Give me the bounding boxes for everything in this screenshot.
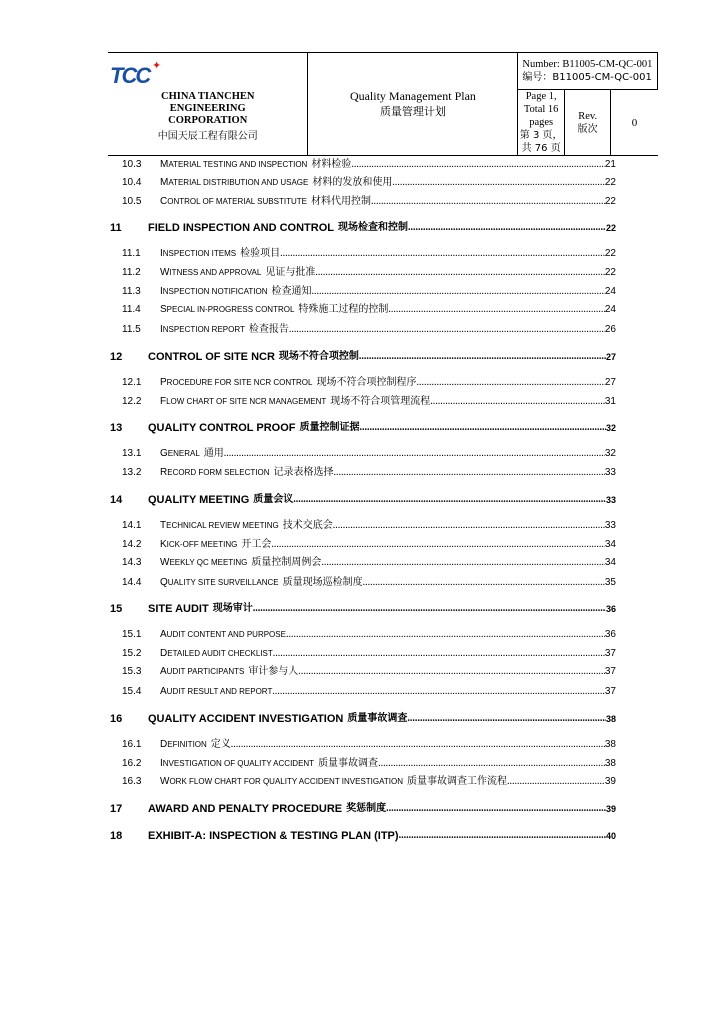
toc-entry[interactable] — [122, 284, 616, 298]
toc-leader-dots — [321, 557, 604, 569]
toc-entry[interactable] — [122, 446, 616, 460]
toc-entry-title-initial: A — [160, 666, 167, 677]
toc-entry[interactable] — [122, 465, 616, 479]
document-title-en: Quality Management Plan — [349, 89, 476, 103]
toc-entry-page: 22 — [605, 223, 616, 233]
toc-entry-title-cn: 开工会 — [241, 539, 272, 550]
toc-entry[interactable] — [110, 801, 616, 815]
toc-entry-title-text: CONTROL OF SITE NCR — [148, 351, 275, 363]
page-info-cn: 第 3 页，共 76 页 — [519, 130, 563, 154]
toc-entry-title-cn: 材料检验 — [311, 159, 352, 170]
toc-entry-number: 12 — [110, 351, 123, 363]
toc-entry-title-initial: C — [160, 196, 168, 207]
toc-leader-dots — [224, 448, 605, 460]
toc-entry-page: 38 — [604, 758, 616, 769]
toc-entry-title — [148, 351, 275, 363]
toc-entry-title — [148, 222, 334, 234]
toc-entry-number: 10.4 — [122, 177, 142, 188]
toc-entry-title-cn: 质量现场巡检制度 — [282, 577, 363, 588]
toc-entry-number: 11.1 — [122, 248, 141, 259]
revision-label — [564, 90, 611, 156]
toc-entry-title-text: EEKLY QC MEETING — [169, 558, 248, 567]
toc-entry-number: 16.1 — [122, 739, 142, 750]
toc-entry[interactable] — [122, 302, 616, 316]
toc-entry-title-initial: A — [160, 629, 167, 640]
toc-entry[interactable] — [122, 394, 616, 408]
toc-leader-dots — [378, 758, 605, 770]
toc-entry-number: 14 — [110, 494, 123, 506]
toc-entry-page: 38 — [604, 739, 616, 750]
toc-entry-title — [160, 286, 268, 298]
toc-entry-title-text: ROCEDURE FOR SITE NCR CONTROL — [166, 378, 313, 387]
toc-entry-page: 39 — [605, 804, 616, 814]
toc-entry[interactable] — [122, 157, 616, 171]
toc-entry-title-initial: S — [160, 304, 167, 315]
toc-entry-number: 11.3 — [122, 286, 141, 297]
toc-entry-number: 15.2 — [122, 648, 142, 659]
toc-entry-title-text: NSPECTION ITEMS — [162, 249, 237, 258]
toc-entry-title — [160, 577, 279, 589]
toc-entry-title-text: ATERIAL TESTING AND INSPECTION — [168, 160, 308, 169]
toc-leader-dots — [298, 666, 605, 678]
company-name-en-1: CHINA TIANCHEN — [161, 90, 255, 102]
logo-text: TCC — [110, 62, 150, 88]
toc-entry-title-text: ICK-OFF MEETING — [166, 540, 238, 549]
toc-entry-title-text: ITNESS AND APPROVAL — [169, 268, 262, 277]
revision-label-cn: 版次 — [577, 123, 598, 135]
toc-leader-dots — [407, 713, 606, 725]
toc-entry-title-initial: Q — [160, 577, 168, 588]
toc-entry-page: 21 — [604, 159, 616, 170]
toc-entry[interactable] — [110, 601, 616, 615]
toc-entry-title-initial: I — [160, 248, 163, 259]
toc-entry-title — [148, 803, 342, 815]
toc-entry-number: 12.2 — [122, 396, 142, 407]
toc-leader-dots — [408, 222, 606, 234]
toc-entry-title-text: QUALITY ACCIDENT INVESTIGATION — [148, 713, 344, 725]
toc-entry-page: 33 — [605, 495, 616, 505]
toc-entry-page: 22 — [604, 248, 616, 259]
revision-label-en: Rev. — [578, 110, 598, 122]
toc-entry[interactable] — [122, 194, 616, 208]
toc-entry-title — [160, 739, 207, 751]
toc-entry-title-cn: 通用 — [203, 448, 224, 459]
logo-star-icon: ✦ — [152, 59, 162, 72]
revision-value: 0 — [611, 90, 658, 156]
company-name-en-2: ENGINEERING — [169, 102, 246, 114]
toc-entry-title-cn: 奖惩制度 — [346, 803, 387, 814]
toc-entry-page: 33 — [604, 520, 616, 531]
toc-entry-page: 37 — [604, 666, 616, 677]
toc-leader-dots — [231, 739, 605, 751]
toc-entry[interactable] — [110, 349, 616, 363]
toc-entry-title — [160, 267, 261, 279]
toc-entry-title-text: UDIT RESULT AND REPORT — [166, 687, 273, 696]
toc-entry-title-cn: 现场不符合项控制程序 — [316, 377, 417, 388]
toc-entry-title-text: ORK FLOW CHART FOR QUALITY ACCIDENT INVESTIGATION — [169, 777, 403, 786]
toc-entry-title-text: EXHIBIT-A: INSPECTION & TESTING PLAN (ITP) — [148, 830, 399, 842]
toc-entry-page: 37 — [604, 686, 616, 697]
toc-entry-title-text: FIELD INSPECTION AND CONTROL — [148, 222, 334, 234]
toc-entry-title-text: NVESTIGATION OF QUALITY ACCIDENT — [162, 759, 315, 768]
toc-entry-title — [160, 557, 247, 569]
toc-entry[interactable] — [122, 756, 616, 770]
toc-entry-title — [160, 467, 269, 479]
toc-entry-title-cn: 检验项目 — [240, 248, 281, 259]
toc-entry-title-text: QUALITY MEETING — [148, 494, 250, 506]
toc-leader-dots — [333, 520, 605, 532]
toc-entry-number: 14.2 — [122, 539, 142, 550]
toc-entry-title-cn: 技术交底会 — [282, 520, 333, 531]
toc-entry-number: 14.1 — [122, 520, 142, 531]
toc-entry-title-cn: 质量控制证据 — [299, 422, 360, 433]
toc-entry-title-text: ECORD FORM SELECTION — [167, 468, 270, 477]
toc-leader-dots — [388, 304, 604, 316]
toc-entry-title-initial: I — [160, 286, 163, 297]
toc-entry-title-initial: W — [160, 267, 170, 278]
toc-entry-title — [160, 196, 307, 208]
toc-entry[interactable] — [122, 555, 616, 569]
toc-entry-title — [160, 396, 326, 408]
toc-entry-title-cn: 质量控制周例会 — [251, 557, 322, 568]
toc-entry-page: 32 — [605, 423, 616, 433]
toc-entry-page: 34 — [604, 557, 616, 568]
toc-entry-title — [160, 377, 312, 389]
toc-entry[interactable] — [122, 375, 616, 389]
document-title-cn: 质量管理计划 — [379, 105, 446, 118]
toc-entry-title-cn: 审计参与人 — [248, 666, 299, 677]
toc-entry[interactable] — [122, 575, 616, 589]
toc-entry[interactable] — [110, 711, 616, 725]
toc-entry[interactable] — [122, 518, 616, 532]
toc-entry-title-cn: 定义 — [210, 739, 231, 750]
toc-entry-title — [160, 177, 308, 189]
document-number-cn: 编号：B11005-CM-QC-001 — [522, 72, 652, 83]
company-block — [108, 53, 308, 156]
toc-entry-title-initial: R — [160, 467, 168, 478]
toc-entry-title-cn: 质量事故调查 — [318, 758, 379, 769]
toc-entry-number: 11.5 — [122, 324, 141, 335]
toc-entry-title-cn: 记录表格选择 — [273, 467, 334, 478]
toc-entry[interactable] — [122, 537, 616, 551]
toc-entry-title-text: UALITY SITE SURVEILLANCE — [167, 578, 279, 587]
toc-entry-title-text: EFINITION — [167, 740, 207, 749]
toc-leader-dots — [272, 686, 605, 698]
toc-entry-number: 13.2 — [122, 467, 142, 478]
toc-entry-number: 15 — [110, 603, 123, 615]
toc-entry-title — [160, 758, 314, 770]
toc-entry-title-initial: D — [160, 648, 168, 659]
toc-entry-page: 27 — [605, 352, 616, 362]
toc-entry-title-text: QUALITY CONTROL PROOF — [148, 422, 296, 434]
document-number-en: Number: B11005-CM-QC-001 — [522, 59, 653, 70]
document-title — [308, 53, 518, 156]
toc-entry[interactable] — [110, 420, 616, 434]
toc-entry-title-cn: 质量会议 — [253, 494, 294, 505]
toc-entry-title-text: UDIT PARTICIPANTS — [166, 667, 245, 676]
toc-entry-number: 14.3 — [122, 557, 142, 568]
toc-entry-number: 14.4 — [122, 577, 142, 588]
toc-entry-title — [148, 422, 296, 434]
toc-entry-number: 11 — [110, 222, 122, 234]
toc-entry-page: 24 — [604, 304, 616, 315]
toc-entry-title-initial: K — [160, 539, 167, 550]
toc-entry-page: 22 — [604, 196, 616, 207]
toc-entry-title — [148, 494, 249, 506]
toc-entry-title-initial: W — [160, 776, 170, 787]
toc-entry[interactable] — [122, 265, 616, 279]
toc-entry-title — [160, 776, 403, 788]
toc-entry-page: 24 — [604, 286, 616, 297]
toc-entry-title — [160, 448, 200, 460]
toc-entry-number: 13 — [110, 422, 123, 434]
toc-entry[interactable] — [110, 492, 616, 506]
toc-entry-number: 16.3 — [122, 776, 142, 787]
toc-entry-title-cn: 现场不符合项管理流程 — [330, 396, 431, 407]
toc-entry-title-initial: W — [160, 557, 170, 568]
toc-leader-dots — [430, 396, 605, 408]
toc-entry-title — [160, 324, 245, 336]
toc-entry-number: 11.4 — [122, 304, 141, 315]
toc-entry-title-cn: 质量事故调查 — [347, 713, 408, 724]
toc-entry-title — [160, 666, 244, 678]
toc-entry-title — [148, 830, 399, 842]
toc-entry-title — [160, 629, 286, 641]
toc-entry[interactable] — [122, 322, 616, 336]
toc-entry-title — [160, 648, 273, 660]
toc-entry-title — [160, 159, 307, 171]
toc-entry-page: 27 — [604, 377, 616, 388]
toc-entry-title-initial: I — [160, 324, 163, 335]
toc-entry-page: 35 — [604, 577, 616, 588]
toc-entry-page: 40 — [605, 831, 616, 841]
toc-entry-number: 18 — [110, 830, 123, 842]
page-info-en: Page 1, Total 16 pages — [523, 91, 559, 128]
toc-entry-title-initial: P — [160, 377, 167, 388]
toc-entry-title-text: PECIAL IN-PROGRESS CONTROL — [166, 305, 295, 314]
toc-leader-dots — [333, 467, 604, 479]
toc-entry-title-text: ETAILED AUDIT CHECKLIST — [167, 649, 273, 658]
toc-entry-title-cn: 检查报告 — [248, 324, 289, 335]
toc-entry-page: 39 — [604, 776, 616, 787]
toc-entry-title-text: AWARD AND PENALTY PROCEDURE — [148, 803, 343, 815]
toc-leader-dots — [386, 803, 606, 815]
toc-entry[interactable] — [122, 627, 616, 641]
toc-entry-page: 36 — [605, 604, 616, 614]
toc-entry-title-cn: 见证与批准 — [265, 267, 316, 278]
toc-entry-page: 38 — [605, 714, 616, 724]
toc-entry[interactable] — [122, 774, 616, 788]
toc-entry-title-initial: M — [160, 159, 169, 170]
toc-entry-number: 10.5 — [122, 196, 142, 207]
toc-entry-title-initial: I — [160, 758, 163, 769]
toc-entry-number: 12.1 — [122, 377, 142, 388]
toc-leader-dots — [351, 159, 605, 171]
toc-entry-page: 33 — [604, 467, 616, 478]
toc-entry[interactable] — [110, 220, 616, 234]
toc-leader-dots — [392, 177, 605, 189]
toc-entry-title-text: NSPECTION REPORT — [162, 325, 245, 334]
toc-leader-dots — [273, 648, 605, 660]
toc-leader-dots — [253, 603, 606, 615]
toc-entry-title-cn: 特殊施工过程的控制 — [298, 304, 389, 315]
toc-entry-title-initial: M — [160, 177, 169, 188]
toc-entry-title-initial: G — [160, 448, 168, 459]
toc-entry-title — [160, 686, 272, 698]
toc-leader-dots — [371, 196, 605, 208]
toc-entry[interactable] — [122, 664, 616, 678]
company-logo — [108, 59, 307, 91]
toc-entry-title — [160, 539, 237, 551]
toc-entry[interactable] — [122, 737, 616, 751]
toc-entry-title — [148, 603, 209, 615]
toc-entry-title — [160, 304, 294, 316]
toc-entry-title-initial: D — [160, 739, 168, 750]
toc-entry-title-text: LOW CHART OF SITE NCR MANAGEMENT — [166, 397, 327, 406]
toc-leader-dots — [363, 577, 605, 589]
toc-entry-title — [148, 713, 343, 725]
toc-entry-title-cn: 材料代用控制 — [310, 196, 371, 207]
toc-entry-title-text: UDIT CONTENT AND PURPOSE — [166, 630, 286, 639]
toc-entry-number: 16 — [110, 713, 123, 725]
toc-leader-dots — [360, 422, 606, 434]
toc-leader-dots — [416, 377, 604, 389]
toc-entry-title-cn: 现场检查和控制 — [337, 222, 408, 233]
toc-entry-page: 32 — [604, 448, 616, 459]
toc-entry-title-text: ECHNICAL REVIEW MEETING — [166, 521, 279, 530]
toc-entry-page: 22 — [604, 177, 616, 188]
toc-entry-title-cn: 现场审计 — [212, 603, 253, 614]
toc-leader-dots — [280, 248, 605, 260]
toc-leader-dots — [315, 267, 605, 279]
toc-entry-title-cn: 现场不符合项控制 — [278, 351, 359, 362]
toc-entry-number: 11.2 — [122, 267, 141, 278]
toc-leader-dots — [359, 351, 606, 363]
toc-entry-page: 36 — [604, 629, 616, 640]
toc-entry-title-text: NSPECTION NOTIFICATION — [162, 287, 268, 296]
toc-entry-title — [160, 520, 279, 532]
toc-entry-page: 26 — [604, 324, 616, 335]
toc-entry-title — [160, 248, 236, 260]
toc-entry-page: 22 — [604, 267, 616, 278]
page-info — [518, 90, 565, 156]
toc-entry-number: 10.3 — [122, 159, 142, 170]
toc-entry-number: 15.1 — [122, 629, 142, 640]
company-name-en-3: CORPORATION — [168, 114, 248, 126]
toc-entry-title-cn: 检查通知 — [271, 286, 312, 297]
toc-entry[interactable] — [122, 684, 616, 698]
toc-entry[interactable] — [122, 246, 616, 260]
toc-entry-number: 15.4 — [122, 686, 142, 697]
toc-leader-dots — [293, 494, 606, 506]
company-name-cn: 中国天辰工程有限公司 — [157, 130, 258, 142]
toc-entry-title-text: ONTROL OF MATERIAL SUBSTITUTE — [167, 197, 307, 206]
toc-entry-title-cn: 质量事故调查工作流程 — [406, 776, 507, 787]
toc-entry[interactable] — [110, 828, 616, 842]
toc-entry-number: 13.1 — [122, 448, 142, 459]
toc-entry-title-cn: 材料的发放和使用 — [312, 177, 393, 188]
toc-leader-dots — [286, 629, 605, 641]
document-number — [518, 53, 658, 90]
toc-entry[interactable] — [122, 646, 616, 660]
toc-leader-dots — [271, 539, 605, 551]
toc-leader-dots — [507, 776, 605, 788]
toc-entry-number: 15.3 — [122, 666, 142, 677]
toc-entry-title-text: ATERIAL DISTRIBUTION AND USAGE — [168, 178, 309, 187]
toc-leader-dots — [312, 286, 605, 298]
toc-entry-number: 16.2 — [122, 758, 142, 769]
toc-entry-page: 37 — [604, 648, 616, 659]
toc-entry-title-initial: F — [160, 396, 167, 407]
toc-entry-title-initial: A — [160, 686, 167, 697]
toc-leader-dots — [289, 324, 605, 336]
toc-entry-title-initial: T — [160, 520, 167, 531]
toc-leader-dots — [399, 830, 606, 842]
toc-entry-page: 31 — [604, 396, 616, 407]
toc-entry-title-text: SITE AUDIT — [148, 603, 209, 615]
toc-entry[interactable] — [122, 175, 616, 189]
toc-entry-number: 17 — [110, 803, 123, 815]
document-header — [108, 52, 658, 156]
toc-entry-page: 34 — [604, 539, 616, 550]
toc-entry-title-text: ENERAL — [167, 449, 200, 458]
